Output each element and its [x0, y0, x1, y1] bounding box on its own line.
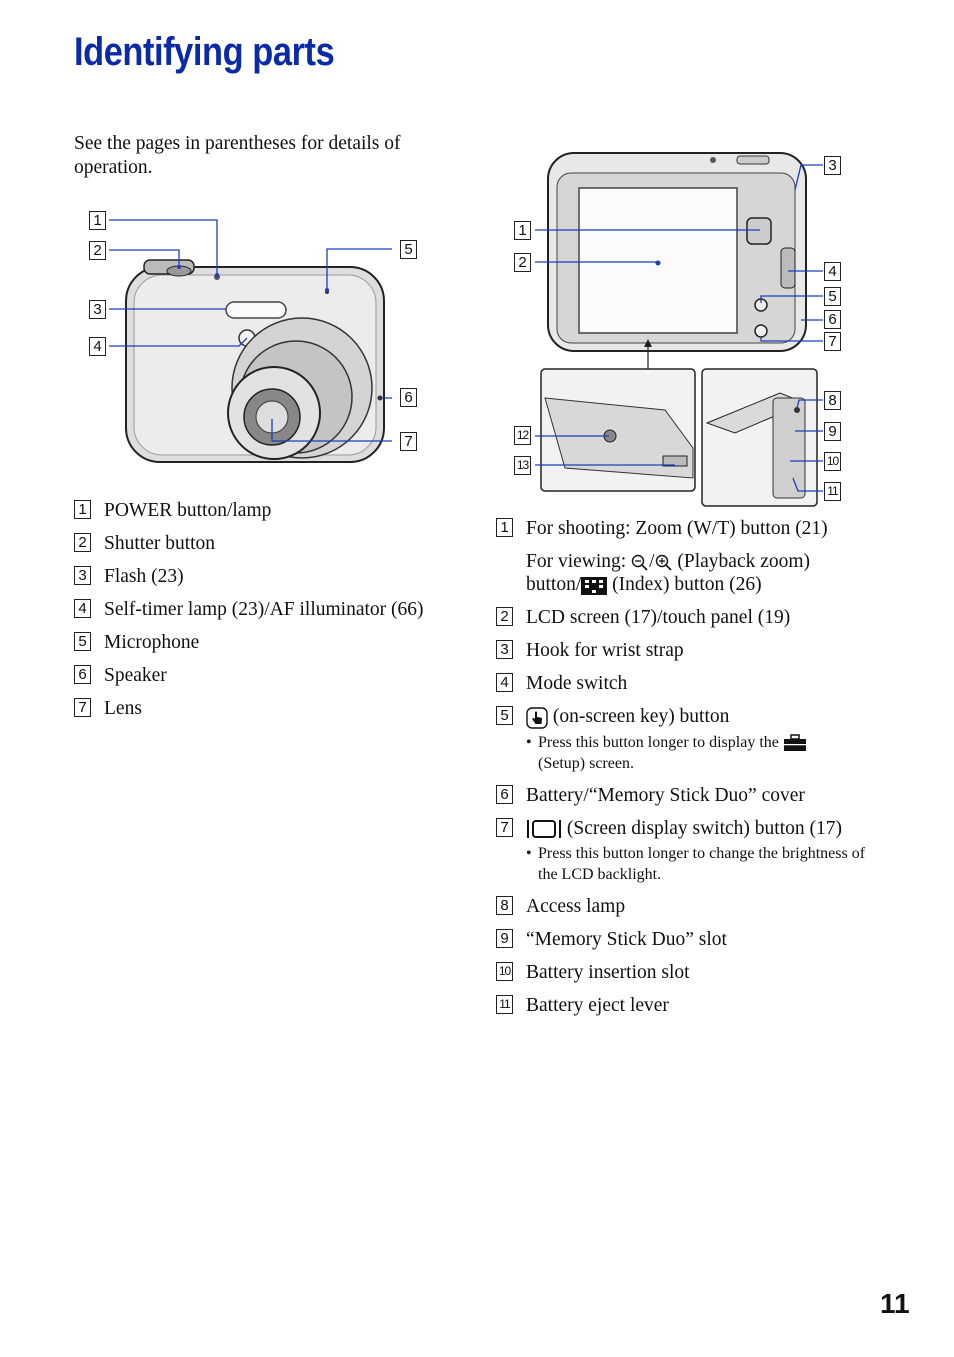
- list-item: 7 Lens: [74, 697, 434, 720]
- list-item: 2 Shutter button: [74, 532, 434, 555]
- list-item: 9 “Memory Stick Duo” slot: [496, 928, 876, 951]
- item-number: 6: [496, 785, 513, 804]
- back-callout-4: 4: [824, 262, 841, 281]
- item-number: 3: [74, 566, 91, 585]
- back-callout-3: 3: [824, 156, 841, 175]
- front-callout-1: 1: [89, 211, 106, 230]
- item-number: 10: [496, 962, 513, 981]
- list-item: 7 (Screen display switch) button (17) • Press this button longer to change the brightness of the LCD backlight.: [496, 817, 876, 885]
- back-callout-7: 7: [824, 332, 841, 351]
- item-number: 2: [74, 533, 91, 552]
- list-item: 1 POWER button/lamp: [74, 499, 434, 522]
- front-callout-2: 2: [89, 241, 106, 260]
- back-callout-11: 11: [824, 482, 841, 501]
- front-camera-figure: [84, 205, 429, 475]
- back-callout-2: 2: [514, 253, 531, 272]
- list-item: 6 Speaker: [74, 664, 434, 687]
- list-item: 3 Flash (23): [74, 565, 434, 588]
- front-callout-6: 6: [400, 388, 417, 407]
- list-item: 3 Hook for wrist strap: [496, 639, 876, 662]
- back-callout-13: 13: [514, 456, 531, 475]
- front-parts-list: [74, 499, 434, 730]
- list-item: 6 Battery/“Memory Stick Duo” cover: [496, 784, 876, 807]
- item-number: 11: [496, 995, 513, 1014]
- front-callout-3: 3: [89, 300, 106, 319]
- index-grid-icon: [581, 577, 607, 595]
- back-camera-figure: [505, 148, 855, 513]
- list-item: 2 LCD screen (17)/touch panel (19): [496, 606, 876, 629]
- item-number: 5: [496, 706, 513, 725]
- list-item: 10 Battery insertion slot: [496, 961, 876, 984]
- item-number: 5: [74, 632, 91, 651]
- item-number: 7: [496, 818, 513, 837]
- back-callout-5: 5: [824, 287, 841, 306]
- list-item: 5 Microphone: [74, 631, 434, 654]
- page-title: Identifying parts: [74, 30, 335, 74]
- page-number: 11: [880, 1288, 910, 1319]
- item-number: 9: [496, 929, 513, 948]
- item-number: 1: [496, 518, 513, 537]
- item-number: 6: [74, 665, 91, 684]
- front-callout-5: 5: [400, 240, 417, 259]
- list-item: 1 For shooting: Zoom (W/T) button (21) For viewing: / (Playback zoom) button/ (Index) button (26): [496, 517, 876, 596]
- intro-text: See the pages in parentheses for details of operation.: [74, 133, 401, 178]
- toolbox-icon: [783, 734, 807, 752]
- item-number: 8: [496, 896, 513, 915]
- back-parts-list: [496, 517, 876, 1027]
- item-number: 4: [496, 673, 513, 692]
- front-callout-7: 7: [400, 432, 417, 451]
- screen-display-icon: [526, 819, 562, 839]
- back-callout-1: 1: [514, 221, 531, 240]
- item-number: 3: [496, 640, 513, 659]
- item-number: 4: [74, 599, 91, 618]
- item-number: 1: [74, 500, 91, 519]
- back-callout-10: 10: [824, 452, 841, 471]
- item-number: 7: [74, 698, 91, 717]
- hand-pointer-icon: [526, 707, 548, 729]
- back-callout-12: 12: [514, 426, 531, 445]
- back-callout-9: 9: [824, 422, 841, 441]
- list-item: 4 Self-timer lamp (23)/AF illuminator (66): [74, 598, 434, 621]
- list-item: 8 Access lamp: [496, 895, 876, 918]
- list-item: 4 Mode switch: [496, 672, 876, 695]
- front-callout-4: 4: [89, 337, 106, 356]
- list-item: 11 Battery eject lever: [496, 994, 876, 1017]
- back-callout-6: 6: [824, 310, 841, 329]
- item-number: 2: [496, 607, 513, 626]
- list-item: 5 (on-screen key) button • Press this button longer to display the (Setup) screen.: [496, 705, 876, 774]
- back-callout-8: 8: [824, 391, 841, 410]
- magnifier-plus-icon: [655, 554, 673, 572]
- magnifier-minus-icon: [631, 554, 649, 572]
